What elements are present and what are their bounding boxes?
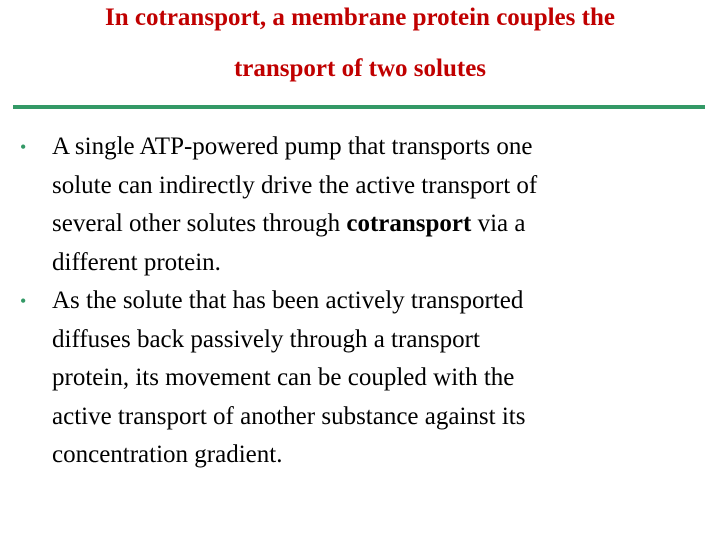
keyword-cotransport: cotransport (346, 210, 472, 237)
bullet-1-line-1: A single ATP-powered pump that transports one (52, 133, 533, 160)
bullet-2-line-4: active transport of another substance against its (52, 402, 526, 430)
bullet-1-line-2: solute can indirectly drive the active transport of (52, 171, 538, 199)
bullet-2-line-2: diffuses back passively through a transport (52, 325, 480, 353)
bullet-1-line-3 (52, 205, 700, 244)
bullet-1-line-4: different protein. (52, 248, 221, 276)
bullet-list (20, 128, 700, 475)
bullet-item-2 (20, 282, 700, 475)
bullet-2-line-1: As the solute that has been actively transported (52, 287, 524, 314)
bullet-2-line-3: protein, its movement can be coupled with the (52, 364, 515, 391)
slide-title-line-2: transport of two solutes (233, 55, 487, 82)
slide-title-line-1: In cotransport, a membrane protein couples the (105, 4, 615, 31)
bullet-icon: • (20, 137, 27, 157)
bullet-icon: • (20, 291, 27, 311)
bullet-item-1 (20, 128, 700, 282)
bullet-2-line-5: concentration gradient. (52, 441, 283, 468)
bullet-1-line-3-start: several other solutes through (52, 210, 347, 237)
bullet-1-line-3-end: via a (471, 210, 526, 237)
title-divider (13, 105, 705, 109)
